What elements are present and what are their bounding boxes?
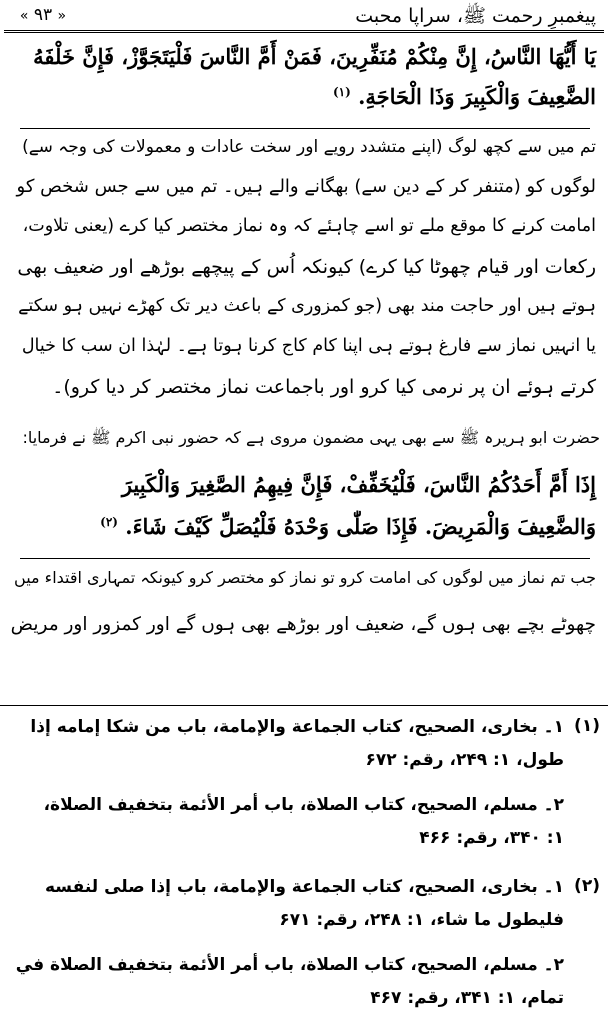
page-header (0, 0, 608, 34)
hadith-1-line-2 (10, 84, 596, 109)
footnote-line: ۲۔ مسلم، الصحیح، کتاب الصلاة، باب أمر الأئمة بتخفیف الصلاة، (43, 795, 564, 815)
translation-1-line-5: ہوتے ہیں اور حاجت مند بھی (جو کمزوری کے باعث دیر تک کھڑے نہیں ہو سکتے (18, 296, 596, 316)
translation-1-line-1: تم میں سے کچھ لوگ (اپنے متشدد رویے اور سخت عادات و معمولات کی وجہ سے) (22, 137, 596, 157)
footnote-line: ۱۔ بخاری، الصحیح، کتاب الجماعة والإمامة، باب إذا صلى لنفسه (45, 877, 564, 897)
hadith-2-line-1: إِذَا أَمَّ أَحَدُکُمُ النَّاسَ، فَلْیُخَفِّفْ، فَإِنَّ فِیهِمُ الصَّغِیرَ وَالْکَبِیرَ (121, 472, 596, 497)
page-number: ۹۳ (33, 5, 53, 25)
footnote-line: ۱: ۳۴۰، رقم: ۴۶۶ (419, 828, 564, 848)
footnote-1a (8, 716, 600, 786)
footnote-separator (0, 705, 608, 706)
right-ornament-icon: » (57, 8, 67, 24)
page-number-ornament (4, 4, 82, 26)
translation-1-line-6: یا انہیں نماز سے فارغ ہوتے ہی اپنا کام کاج کرنا ہوتا ہے۔ لہٰذا ان سب کا خیال (21, 336, 596, 356)
footnote-ref-2: (۲) (100, 515, 118, 529)
hadith-2-intro: حضرت ابو ہریرہ ﷺ سے بھی یہی مضمون مروی ہے کہ حضور نبی اکرم ﷺ نے فرمایا: (22, 428, 600, 447)
footnote-1b (8, 794, 600, 864)
footnote-2a (8, 876, 600, 946)
footnote-2b (8, 954, 600, 1024)
hadith-1-line-1: یَا أَیُّهَا النَّاسُ، إِنَّ مِنْکُمْ مُنَفِّرِینَ، فَمَنْ أَمَّ النَّاسَ فَلْیَتَجَوَّزْ، فَإِنَّ خَلْفَهُ (33, 44, 596, 69)
footnote-line: ۱۔ بخاری، الصحیح، کتاب الجماعة والإمامة، باب من شكا إمامه إذا (30, 717, 564, 737)
section-divider-2 (20, 558, 590, 559)
footnote-ref-1: (۱) (332, 85, 351, 99)
footnote-line: تمام، ۱: ۳۴۱، رقم: ۴۶۷ (370, 988, 564, 1008)
translation-1-line-2: لوگوں کو (متنفر کر کے دین سے) بھگانے والے ہیں۔ تم میں سے جس شخص کو (16, 176, 596, 197)
hadith-2-line-2-text: وَالضَّعِیفَ وَالْمَرِیضَ. فَإِذَا صَلّٰی وَحْدَهُ فَلْیُصَلِّ کَیْفَ شَاءَ. (125, 514, 596, 539)
translation-1-line-7: کرتے ہوئے ان پر نرمی کیا کرو اور باجماعت نماز مختصر کر دیا کرو)۔ (52, 376, 596, 398)
footnote-number: (۲) (574, 876, 600, 896)
hadith-2-line-2 (10, 514, 596, 539)
footnote-line: ۲۔ مسلم، الصحیح، کتاب الصلاة، باب أمر الأئمة بتخفیف الصلاة في (15, 955, 564, 975)
left-ornament-icon: « (19, 8, 29, 24)
translation-1-line-3: امامت کرنے کا موقع ملے تو اسے چاہئے کہ وہ نماز مختصر کیا کرے (یعنی تلاوت، (22, 216, 596, 236)
hadith-1-line-2-text: الضَّعِیفَ وَالْکَبِیرَ وَذَا الْحَاجَةِ. (358, 84, 596, 109)
section-divider (20, 128, 590, 129)
footnote-line: طول، ۱: ۲۴۹، رقم: ۶۷۲ (365, 750, 564, 770)
translation-1-line-4: رکعات اور قیام چھوٹا کیا کرے) کیونکہ اُس کے پیچھے بوڑھے اور ضعیف بھی (17, 256, 596, 278)
header-rule (4, 30, 604, 33)
translation-2-line-1: جب تم نماز میں لوگوں کی امامت کرو تو نماز کو مختصر کرو کیونکہ تمہاری اقتداء میں (14, 568, 596, 587)
footnote-line: فلیطول ما شاء، ۱: ۲۴۸، رقم: ۶۷۱ (279, 910, 564, 930)
running-title: پیغمبرِ رحمت ﷺ، سراپا محبت (355, 5, 596, 27)
footnote-number: (۱) (574, 716, 600, 736)
translation-2-line-2: چھوٹے بچے بھی ہوں گے، ضعیف اور بوڑھے بھی ہوں گے اور کمزور اور مریض (10, 614, 596, 635)
